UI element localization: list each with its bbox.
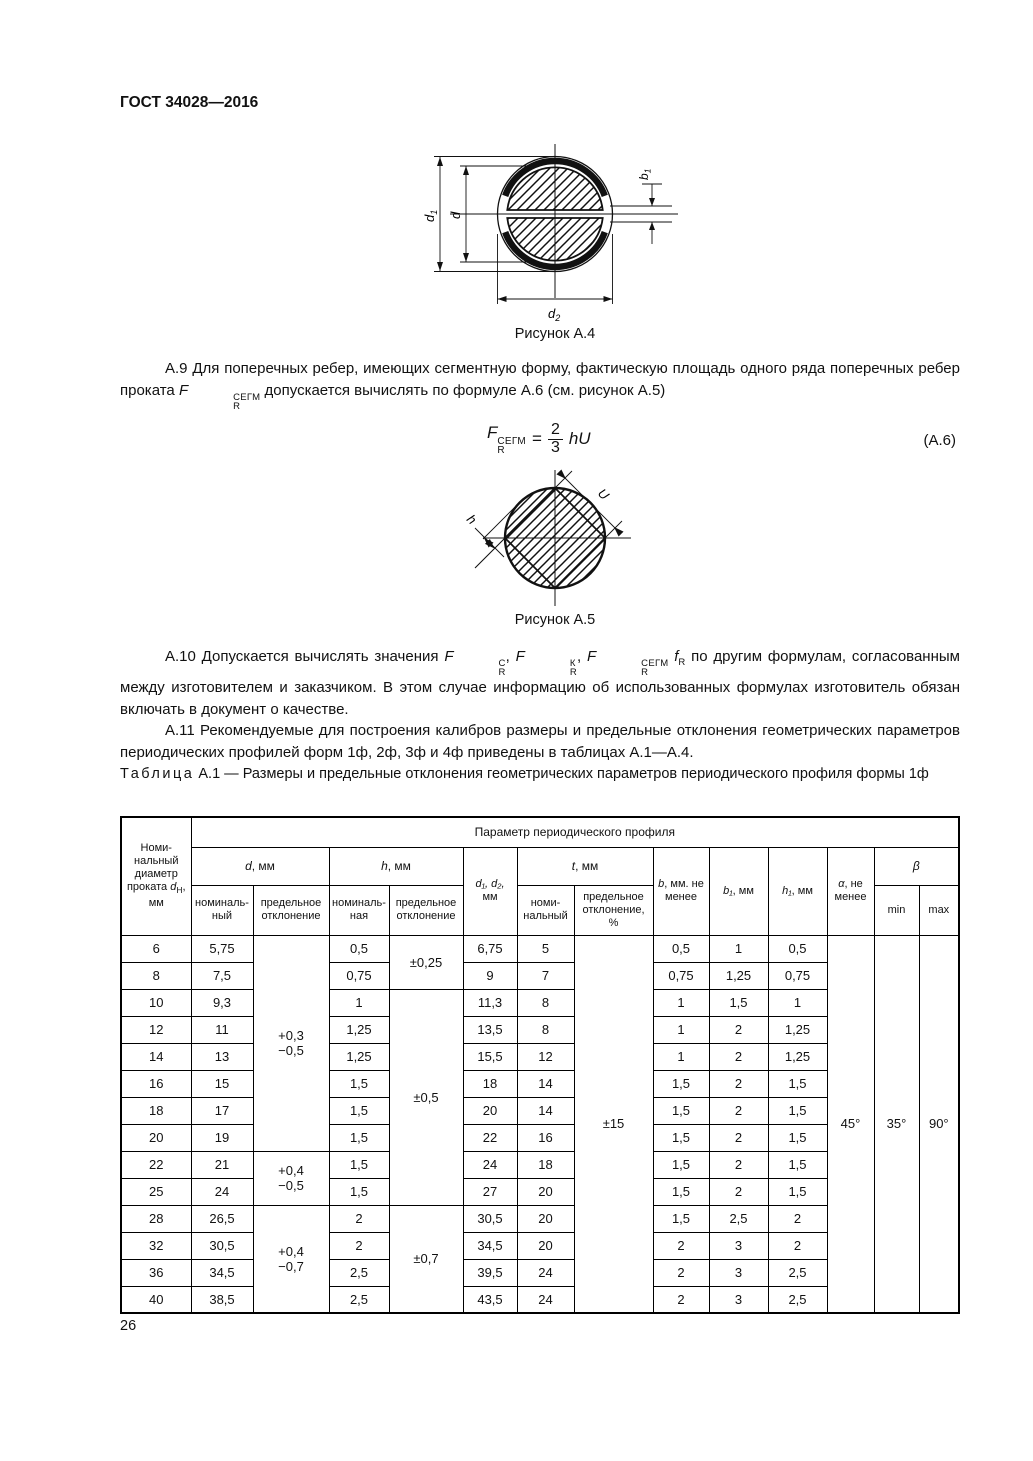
cell-b-row13: 2 bbox=[653, 1286, 709, 1313]
cell-h-nom-row13: 2,5 bbox=[329, 1286, 389, 1313]
cell-dn-row9: 25 bbox=[121, 1178, 191, 1205]
col-header-t-group: t, мм bbox=[517, 847, 653, 885]
cell-d-nom-row8: 21 bbox=[191, 1151, 253, 1178]
cell-b1-row7: 2 bbox=[709, 1124, 768, 1151]
cell-beta-min-row0: 35° bbox=[874, 935, 919, 1313]
cell-dn-row13: 40 bbox=[121, 1286, 191, 1313]
col-header-t-nominal: номинальный bbox=[517, 885, 574, 935]
cell-b1-row5: 2 bbox=[709, 1070, 768, 1097]
cell-h1-row11: 2 bbox=[768, 1232, 827, 1259]
cell-t-nom-row8: 18 bbox=[517, 1151, 574, 1178]
cell-d-nom-row4: 13 bbox=[191, 1043, 253, 1070]
col-header-d-tolerance: предельное отклонение bbox=[253, 885, 329, 935]
col-header-h-group: h, мм bbox=[329, 847, 463, 885]
figure-a4-caption: Рисунок А.4 bbox=[514, 326, 596, 342]
cell-d1d2-row9: 27 bbox=[463, 1178, 517, 1205]
cell-d-nom-row11: 30,5 bbox=[191, 1232, 253, 1259]
cell-b1-row0: 1 bbox=[709, 935, 768, 962]
cell-dn-row1: 8 bbox=[121, 962, 191, 989]
col-header-t-tolerance: предельное отклонение, % bbox=[574, 885, 653, 935]
col-header-d1-d2: d₁, d₂, мм bbox=[463, 847, 517, 935]
cell-b-row6: 1,5 bbox=[653, 1097, 709, 1124]
cell-t-nom-row2: 8 bbox=[517, 989, 574, 1016]
equals-sign: = bbox=[532, 429, 542, 449]
fig-a4-label-d2: $d_2$ bbox=[548, 306, 561, 323]
formula-rhs: hU bbox=[568, 429, 591, 449]
cell-alpha-row0: 45° bbox=[827, 935, 874, 1313]
table-a1-body bbox=[121, 935, 959, 1313]
col-header-b1: b₁, мм bbox=[709, 847, 768, 935]
cell-d-tol-row8: +0,4 −0,5 bbox=[253, 1151, 329, 1205]
a10-math-2: F bbox=[515, 648, 525, 665]
cell-h-tol-row2: ±0,5 bbox=[389, 989, 463, 1205]
cell-b-row7: 1,5 bbox=[653, 1124, 709, 1151]
cell-dn-row10: 28 bbox=[121, 1205, 191, 1232]
fig-a4-label-b1: $b_1$ bbox=[637, 168, 653, 180]
fraction-two-thirds: $\frac{2}{3}$ bbox=[548, 422, 563, 457]
col-header-h-nominal: номинальная bbox=[329, 885, 389, 935]
cell-dn-row8: 22 bbox=[121, 1151, 191, 1178]
col-header-b: b, мм. не менее bbox=[653, 847, 709, 935]
cell-h1-row5: 1,5 bbox=[768, 1070, 827, 1097]
a9-text-2: допускается вычислять по формуле А.6 (см. рисунок А.5) bbox=[260, 381, 666, 399]
table-a1-caption bbox=[120, 764, 960, 785]
cell-b-row0: 0,5 bbox=[653, 935, 709, 962]
cell-b1-row4: 2 bbox=[709, 1043, 768, 1070]
cell-h-nom-row7: 1,5 bbox=[329, 1124, 389, 1151]
cell-h1-row7: 1,5 bbox=[768, 1124, 827, 1151]
cell-d-nom-row7: 19 bbox=[191, 1124, 253, 1151]
cell-d-nom-row2: 9,3 bbox=[191, 989, 253, 1016]
cell-d1d2-row6: 20 bbox=[463, 1097, 517, 1124]
cell-h1-row6: 1,5 bbox=[768, 1097, 827, 1124]
cell-t-nom-row10: 20 bbox=[517, 1205, 574, 1232]
cell-b-row4: 1 bbox=[653, 1043, 709, 1070]
col-header-beta-max: max bbox=[919, 885, 959, 935]
cell-h1-row1: 0,75 bbox=[768, 962, 827, 989]
a9-math-base: F bbox=[178, 381, 189, 399]
cell-dn-row12: 36 bbox=[121, 1259, 191, 1286]
cell-b1-row2: 1,5 bbox=[709, 989, 768, 1016]
cell-h-nom-row6: 1,5 bbox=[329, 1097, 389, 1124]
cell-h1-row10: 2 bbox=[768, 1205, 827, 1232]
cell-d1d2-row3: 13,5 bbox=[463, 1016, 517, 1043]
cell-d-nom-row12: 34,5 bbox=[191, 1259, 253, 1286]
col-header-beta: β bbox=[874, 847, 959, 885]
cell-h1-row13: 2,5 bbox=[768, 1286, 827, 1313]
cell-d1d2-row4: 15,5 bbox=[463, 1043, 517, 1070]
cell-b-row5: 1,5 bbox=[653, 1070, 709, 1097]
table-row-6 bbox=[121, 935, 959, 962]
cell-t-tol-row0: ±15 bbox=[574, 935, 653, 1313]
cell-d1d2-row7: 22 bbox=[463, 1124, 517, 1151]
paragraph-a10: А.10 Допускается вычислять значения F С R , F К R , F СЕГМ R $f_R$ по другим формулам, согласованным между изготовителем и заказчиком. В этом случае информацию об использованных формулах изготовитель обязан включать в документ о качестве. bbox=[120, 648, 960, 718]
cell-b-row1: 0,75 bbox=[653, 962, 709, 989]
cell-h1-row0: 0,5 bbox=[768, 935, 827, 962]
cell-b1-row10: 2,5 bbox=[709, 1205, 768, 1232]
cell-h1-row12: 2,5 bbox=[768, 1259, 827, 1286]
cell-h1-row4: 1,25 bbox=[768, 1043, 827, 1070]
cell-h-tol-row0: ±0,25 bbox=[389, 935, 463, 989]
a10-text-1: А.10 Допускается вычислять значения bbox=[165, 648, 445, 665]
col-header-d-nominal: номинальный bbox=[191, 885, 253, 935]
cell-dn-row4: 14 bbox=[121, 1043, 191, 1070]
formula-a6-block bbox=[120, 420, 958, 472]
col-header-d-group: d, мм bbox=[191, 847, 329, 885]
cell-b1-row6: 2 bbox=[709, 1097, 768, 1124]
cell-h1-row2: 1 bbox=[768, 989, 827, 1016]
cell-t-nom-row6: 14 bbox=[517, 1097, 574, 1124]
paragraph-a9 bbox=[120, 358, 960, 411]
col-header-alpha: α, не менее bbox=[827, 847, 874, 935]
cell-d-nom-row0: 5,75 bbox=[191, 935, 253, 962]
cell-d-nom-row6: 17 bbox=[191, 1097, 253, 1124]
cell-d-nom-row3: 11 bbox=[191, 1016, 253, 1043]
cell-b1-row13: 3 bbox=[709, 1286, 768, 1313]
figure-a4-drawing bbox=[420, 136, 690, 324]
figure-a5-drawing bbox=[435, 466, 675, 616]
cell-h-nom-row12: 2,5 bbox=[329, 1259, 389, 1286]
cell-h-nom-row10: 2 bbox=[329, 1205, 389, 1232]
cell-t-nom-row12: 24 bbox=[517, 1259, 574, 1286]
cell-b1-row8: 2 bbox=[709, 1151, 768, 1178]
figure-a5-caption: Рисунок А.5 bbox=[514, 612, 596, 628]
cell-h-nom-row8: 1,5 bbox=[329, 1151, 389, 1178]
fig-a5-label-h: h bbox=[463, 511, 480, 528]
table-caption-text: А.1 — Размеры и предельные отклонения геометрических параметров периодического профиля формы 1ф bbox=[194, 766, 929, 782]
cell-dn-row0: 6 bbox=[121, 935, 191, 962]
col-header-h1: h₁, мм bbox=[768, 847, 827, 935]
cell-b1-row11: 3 bbox=[709, 1232, 768, 1259]
a10-math-3: F bbox=[587, 648, 597, 665]
cell-dn-row6: 18 bbox=[121, 1097, 191, 1124]
cell-t-nom-row3: 8 bbox=[517, 1016, 574, 1043]
col-header-beta-min: min bbox=[874, 885, 919, 935]
cell-t-nom-row4: 12 bbox=[517, 1043, 574, 1070]
fig-a4-label-d: d bbox=[448, 211, 463, 219]
table-caption-label: Таблица bbox=[120, 766, 195, 782]
cell-dn-row11: 32 bbox=[121, 1232, 191, 1259]
cell-b-row8: 1,5 bbox=[653, 1151, 709, 1178]
cell-d1d2-row11: 34,5 bbox=[463, 1232, 517, 1259]
cell-b1-row1: 1,25 bbox=[709, 962, 768, 989]
cell-h-nom-row9: 1,5 bbox=[329, 1178, 389, 1205]
cell-b-row3: 1 bbox=[653, 1016, 709, 1043]
cell-h-nom-row4: 1,25 bbox=[329, 1043, 389, 1070]
cell-t-nom-row0: 5 bbox=[517, 935, 574, 962]
cell-h-nom-row11: 2 bbox=[329, 1232, 389, 1259]
cell-d-nom-row1: 7,5 bbox=[191, 962, 253, 989]
cell-d1d2-row2: 11,3 bbox=[463, 989, 517, 1016]
cell-t-nom-row11: 20 bbox=[517, 1232, 574, 1259]
cell-dn-row5: 16 bbox=[121, 1070, 191, 1097]
a9-text-1: А.9 Для поперечных ребер, имеющих сегментную форму, фактическую площадь одного ряда поперечных ребер проката bbox=[120, 360, 960, 399]
cell-d-tol-row0: +0,3 −0,5 bbox=[253, 935, 329, 1151]
cell-t-nom-row1: 7 bbox=[517, 962, 574, 989]
a9-math-scripts: СЕГМ R bbox=[233, 391, 261, 412]
cell-d1d2-row1: 9 bbox=[463, 962, 517, 989]
a10-text-2: по другим формулам, согласованным между изготовителем и заказчиком. В этом случае информацию об использованных формулах изготовитель обязан включать в документ о качестве. bbox=[120, 648, 960, 718]
fig-a4-label-d1: $d_1$ bbox=[422, 209, 439, 222]
cell-d1d2-row10: 30,5 bbox=[463, 1205, 517, 1232]
cell-h-nom-row1: 0,75 bbox=[329, 962, 389, 989]
cell-b1-row3: 2 bbox=[709, 1016, 768, 1043]
cell-d1d2-row8: 24 bbox=[463, 1151, 517, 1178]
cell-d1d2-row0: 6,75 bbox=[463, 935, 517, 962]
cell-t-nom-row7: 16 bbox=[517, 1124, 574, 1151]
cell-dn-row3: 12 bbox=[121, 1016, 191, 1043]
page-number: 26 bbox=[120, 1318, 137, 1334]
cell-d1d2-row5: 18 bbox=[463, 1070, 517, 1097]
formula-number: (А.6) bbox=[923, 432, 956, 449]
a10-math-4: f bbox=[674, 648, 679, 665]
cell-b1-row12: 3 bbox=[709, 1259, 768, 1286]
cell-d-nom-row5: 15 bbox=[191, 1070, 253, 1097]
cell-b-row11: 2 bbox=[653, 1232, 709, 1259]
cell-h-nom-row5: 1,5 bbox=[329, 1070, 389, 1097]
cell-b-row12: 2 bbox=[653, 1259, 709, 1286]
cell-d-tol-row10: +0,4 −0,7 bbox=[253, 1205, 329, 1313]
cell-t-nom-row9: 20 bbox=[517, 1178, 574, 1205]
cell-b-row10: 1,5 bbox=[653, 1205, 709, 1232]
formula-lhs: F bbox=[487, 422, 498, 442]
table-a1 bbox=[120, 816, 960, 1314]
cell-d1d2-row13: 43,5 bbox=[463, 1286, 517, 1313]
fig-a5-label-u: U bbox=[594, 485, 613, 503]
cell-t-nom-row5: 14 bbox=[517, 1070, 574, 1097]
cell-h-nom-row0: 0,5 bbox=[329, 935, 389, 962]
cell-d-nom-row13: 38,5 bbox=[191, 1286, 253, 1313]
cell-h-nom-row2: 1 bbox=[329, 989, 389, 1016]
cell-d-nom-row9: 24 bbox=[191, 1178, 253, 1205]
document-header: ГОСТ 34028—2016 bbox=[120, 94, 259, 111]
cell-t-nom-row13: 24 bbox=[517, 1286, 574, 1313]
paragraphs-a10-a11 bbox=[120, 646, 960, 763]
col-header-nominal-diameter: Номинальный диаметр проката $d_Н$, мм bbox=[121, 817, 191, 935]
cell-h1-row3: 1,25 bbox=[768, 1016, 827, 1043]
cell-h1-row9: 1,5 bbox=[768, 1178, 827, 1205]
a10-math-1: F bbox=[444, 648, 454, 665]
cell-d-nom-row10: 26,5 bbox=[191, 1205, 253, 1232]
paragraph-a11: А.11 Рекомендуемые для построения калибров размеры и предельные отклонения геометрических параметров периодических профилей форм 1ф, 2ф, 3ф и 4ф приведены в таблицах А.1—А.4. bbox=[120, 722, 960, 761]
cell-h-tol-row10: ±0,7 bbox=[389, 1205, 463, 1313]
cell-h-nom-row3: 1,25 bbox=[329, 1016, 389, 1043]
cell-h1-row8: 1,5 bbox=[768, 1151, 827, 1178]
cell-b-row9: 1,5 bbox=[653, 1178, 709, 1205]
col-header-param-title: Параметр периодического профиля bbox=[191, 817, 959, 847]
formula-a6: F СЕГМ R = $\frac{2}{3}$ hU bbox=[487, 421, 591, 457]
cell-d1d2-row12: 39,5 bbox=[463, 1259, 517, 1286]
col-header-h-tolerance: предельное отклонение bbox=[389, 885, 463, 935]
cell-dn-row2: 10 bbox=[121, 989, 191, 1016]
cell-b1-row9: 2 bbox=[709, 1178, 768, 1205]
cell-b-row2: 1 bbox=[653, 989, 709, 1016]
cell-dn-row7: 20 bbox=[121, 1124, 191, 1151]
cell-beta-max-row0: 90° bbox=[919, 935, 959, 1313]
